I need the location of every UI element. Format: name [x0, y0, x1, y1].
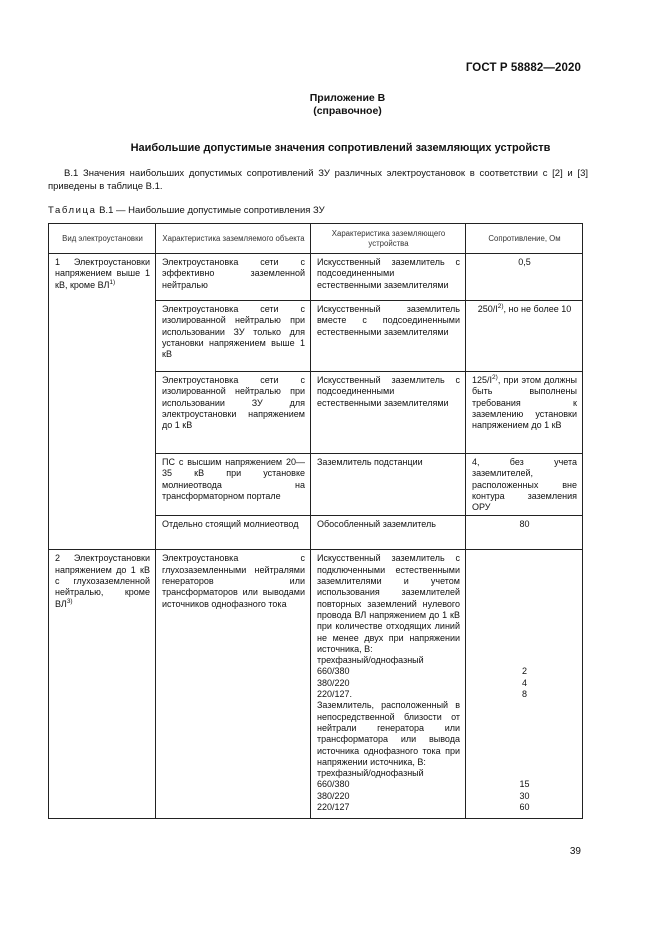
header-installation-type: Вид электроустановки	[49, 224, 156, 254]
appendix-label: Приложение В	[309, 92, 386, 104]
resistance-table	[48, 223, 583, 819]
table-caption-prefix: Таблица	[48, 205, 97, 216]
section-heading: Наибольшие допустимые значения сопротивлений заземляющих устройств	[130, 142, 551, 154]
table-caption-text: В.1 — Наибольшие допустимые сопротивления ЗУ	[96, 205, 325, 216]
installation-type-cell: 2 Электроустановки напряжением до 1 кВ с глухозаземленной нейтралью, кроме ВЛ$^{3)}$	[49, 550, 156, 819]
object-cell: Электроустановка с глухозаземленными нейтралями генераторов или трансформаторов или выводами источников однофазного тока	[156, 550, 311, 819]
header-resistance: Сопротивление, Ом	[466, 224, 583, 254]
intro-paragraph: В.1 Значения наибольших допустимых сопротивлений ЗУ различных электроустановок в соответствии с [2] и [3] приведены в таблице В.1.	[48, 168, 588, 192]
resistance-cell: 4, без учета заземлителей, расположенных вне контура заземления ОРУ	[466, 454, 583, 516]
object-cell: Электроустановка сети с изолированной нейтралью при использовании ЗУ для электроустановки напряжением до 1 кВ	[156, 372, 311, 454]
device-cell: Обособленный заземлитель	[311, 516, 466, 550]
header-object: Характеристика заземляемого объекта	[156, 224, 311, 254]
device-cell: Искусственный заземлитель с подсоединенными естественными заземлителями	[311, 372, 466, 454]
device-cell: Искусственный заземлитель с подсоединенными естественными заземлителями	[311, 254, 466, 301]
document-code: ГОСТ Р 58882—2020	[465, 62, 581, 74]
resistance-cell: $125/I^{2)}$, при этом должны быть выполнены требования к заземлению установки напряжением до 1 кВ	[466, 372, 583, 454]
object-cell: Электроустановка сети с изолированной нейтралью при использовании ЗУ только для установки напряжением выше 1 кВ	[156, 301, 311, 372]
object-cell: ПС с высшим напряжением 20—35 кВ при установке молниеотвода на трансформаторном портале	[156, 454, 311, 516]
table-row	[49, 550, 583, 819]
device-cell: Искусственный заземлитель вместе с подсоединенными естественными заземлителями	[311, 301, 466, 372]
installation-type-cell: 1 Электроустановки напряжением выше 1 кВ, кроме ВЛ$^{1)}$	[49, 254, 156, 550]
device-cell: Заземлитель подстанции	[311, 454, 466, 516]
page-number: 39	[569, 846, 581, 857]
appendix-subtitle: (справочное)	[313, 105, 382, 117]
object-cell: Отдельно стоящий молниеотвод	[156, 516, 311, 550]
table-header-row	[49, 224, 583, 254]
resistance-cell: 2 4 8 15 30 60	[466, 550, 583, 819]
object-cell: Электроустановка сети с эффективно заземленной нейтралью	[156, 254, 311, 301]
resistance-cell: $250/I^{2)}$, но не более 10	[466, 301, 583, 372]
resistance-cell: 0,5	[466, 254, 583, 301]
resistance-cell: 80	[466, 516, 583, 550]
table-caption	[48, 205, 325, 216]
device-cell: Искусственный заземлитель с подключенными естественными заземлителями и учетом использования заземлителей повторных заземлений нулевого провода ВЛ напряжением до 1 кВ при количестве отходящих линий не менее двух при напряжении источника, В: трехфазный/однофазный 660/380 380/220 220/127. Заземлитель, расположенный в непосредственной близости от нейтрали генератора или трансформатора или вывода источника однофазного тока при напряжении источника, В: трехфазный/однофазный 660/380 380/220 220/127	[311, 550, 466, 819]
table-row	[49, 254, 583, 301]
appendix-title	[0, 92, 661, 118]
header-device: Характеристика заземляющего устройства	[311, 224, 466, 254]
